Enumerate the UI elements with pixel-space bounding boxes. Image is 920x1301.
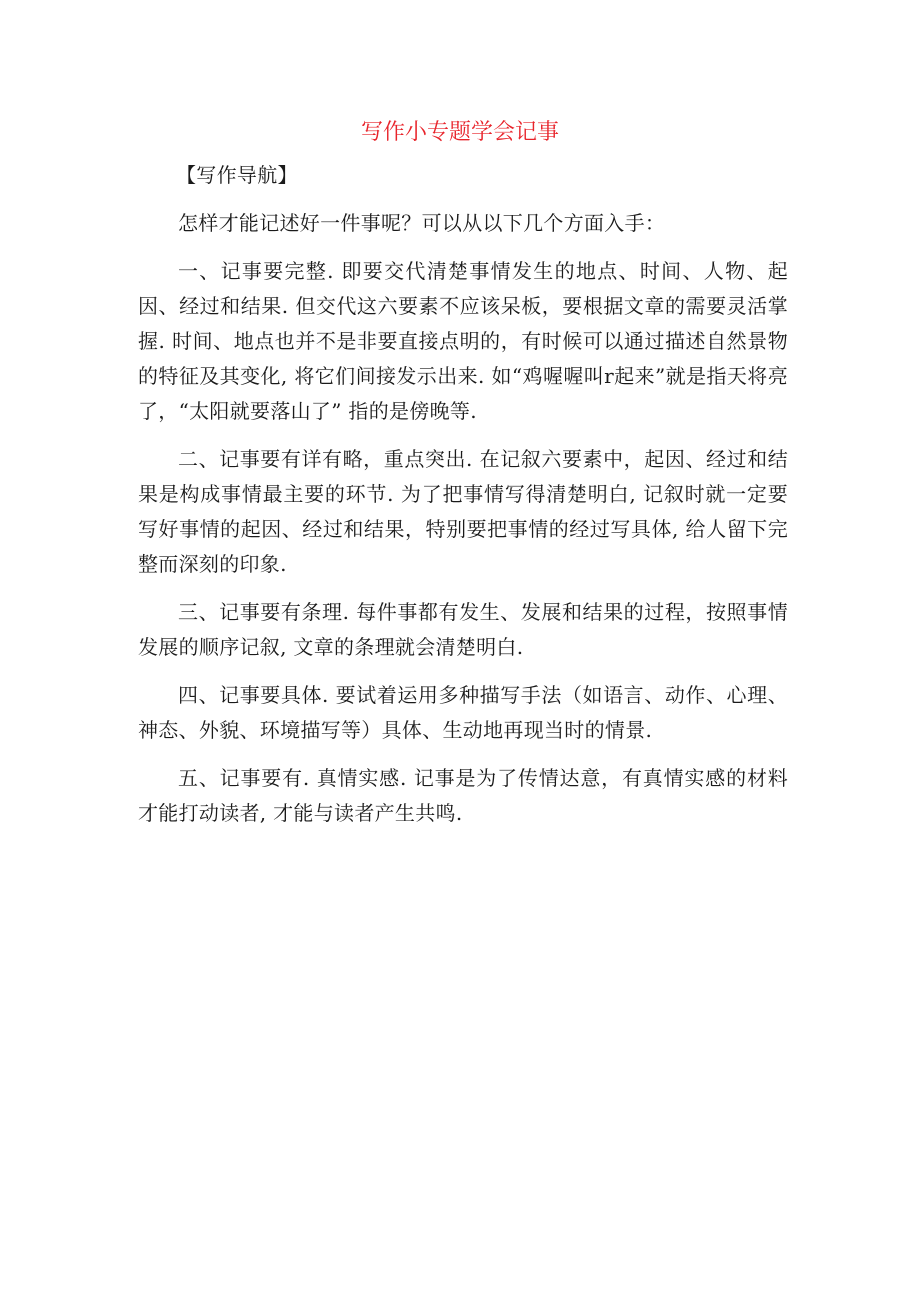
paragraph-4: 四、记事要具体. 要试着运用多种描写手法（如语言、动作、心理、神态、外貌、环境描写等）具体、生动地再现当时的情景. xyxy=(138,683,788,742)
section-heading: 【写作导航】 xyxy=(176,163,298,187)
document-body xyxy=(138,158,788,844)
paragraph-3: 三、记事要有条理. 每件事都有发生、发展和结果的过程，按照事情发展的顺序记叙, 文章的条理就会清楚明白. xyxy=(138,600,788,659)
intro-paragraph: 怎样才能记述好一件事呢？可以从以下几个方面入手： xyxy=(178,211,666,235)
paragraph-1: 一、记事要完整. 即要交代清楚事情发生的地点、时间、人物、起因、经过和结果. 但交代这六要素不应该呆板，要根据文章的需要灵活掌握. 时间、地点也并不是非要直接点明的，有时候可以通过描述自然景物的特征及其变化, 将它们间接发示出来. 如“鸡喔喔叫r起来”就是指天将亮了，“太阳就要落山了” 指的是傍晚等. xyxy=(138,259,788,423)
paragraph-2: 二、记事要有详有略，重点突出. 在记叙六要素中，起因、经过和结果是构成事情最主要的环节. 为了把事情写得清楚明白, 记叙时就一定要写好事情的起因、经过和结果，特别要把事情的经过写具体, 给人留下完整而深刻的印象. xyxy=(138,447,788,576)
document-title: 写作小专题学会记事 xyxy=(360,120,559,145)
paragraph-5: 五、记事要有. 真情实感. 记事是为了传情达意，有真情实感的材料才能打动读者, 才能与读者产生共鸣. xyxy=(138,766,788,825)
